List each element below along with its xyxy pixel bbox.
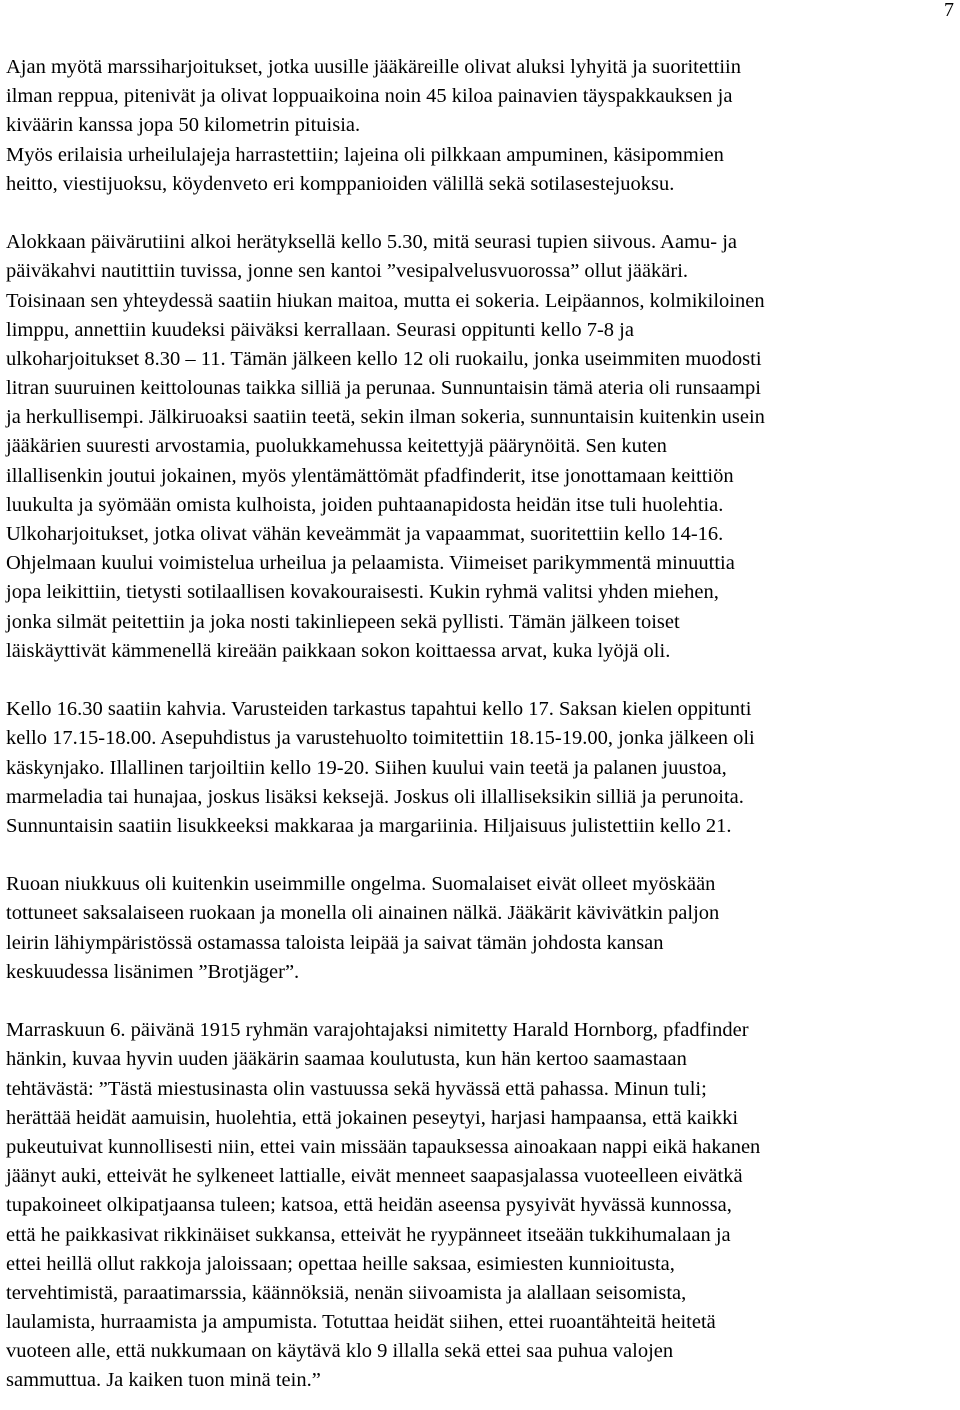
document-body [6, 53, 956, 1396]
text-line: Ajan myötä marssiharjoitukset, jotka uusille jääkäreille olivat aluksi lyhyitä ja suoritettiin [6, 56, 741, 78]
text-line: Kello 16.30 saatiin kahvia. Varusteiden tarkastus tapahtui kello 17. Saksan kielen oppitunti [6, 698, 752, 721]
text-line: pukeutuivat kunnollisesti niin, ettei vain missään tapauksessa ainoakaan nappi eikä hakanen [6, 1135, 761, 1158]
text-line: Ulkoharjoitukset, jotka olivat vähän keveämmät ja vapaammat, suoritettiin kello 14-16. [6, 523, 724, 545]
text-line: laulamista, hurraamista ja ampumista. Totuttaa heidät siihen, ettei ruoantähteitä heitetä [6, 1311, 716, 1334]
text-line: jonka silmät peitettiin ja joka nosti takinliepeen sekä pyllisti. Tämän jälkeen toiset [6, 610, 680, 633]
text-line: ulkoharjoitukset 8.30 – 11. Tämän jälkeen kello 12 oli ruokailu, jonka useimmiten muodosti [6, 347, 762, 370]
text-line: jopa leikittiin, tietysti sotilaallisen kovakouraisesti. Kukin ryhmä valitsi yhden miehen, [6, 581, 719, 604]
text-line: Myös erilaisia urheilulajeja harrastettiin; lajeina oli pilkkaan ampuminen, käsipommien [6, 143, 724, 166]
text-line: litran suuruinen keittolounas taikka silliä ja perunaa. Sunnuntaisin tämä ateria oli runsaampi [6, 377, 761, 400]
page-number: 7 [944, 0, 954, 21]
text-line: jääkärien suuresti arvostamia, puolukkamehussa keitettyjä päärynöitä. Sen kuten [6, 435, 667, 458]
text-line: Ruoan niukkuus oli kuitenkin useimmille ongelma. Suomalaiset eivät olleet myöskään [6, 873, 716, 896]
text-line: jäänyt auki, etteivät he sylkeneet lattialle, eivät menneet saapasjalassa vuoteelleen eivätkä [6, 1165, 743, 1188]
text-line: Marraskuun 6. päivänä 1915 ryhmän varajohtajaksi nimitetty Harald Hornborg, pfadfinder [6, 1019, 749, 1042]
text-line: vuoteen alle, että nukkumaan on käytävä klo 9 illalla sekä ettei saa puhua valojen [6, 1340, 674, 1363]
text-line: sammuttua. Ja kaiken tuon minä tein.” [6, 1369, 321, 1392]
text-line: keskuudessa lisänimen ”Brotjäger”. [6, 960, 300, 983]
text-line: tottuneet saksalaiseen ruokaan ja monella oli ainainen nälkä. Jääkärit kävivätkin paljon [6, 902, 720, 925]
text-line: käskynjako. Illallinen tarjoiltiin kello 19-20. Siihen kuului vain teetä ja palanen juustoa, [6, 756, 727, 779]
text-line: läiskäyttivät kämmenellä kireään paikkaan sokon koittaessa arvat, kuka lyöjä oli. [6, 639, 671, 662]
paragraph-gap [6, 666, 956, 695]
text-line: Ohjelmaan kuului voimistelua urheilua ja pelaamista. Viimeiset parikymmentä minuuttia [6, 552, 735, 575]
paragraph-evening-schedule [6, 695, 956, 841]
paragraph-gap [6, 841, 956, 870]
paragraph-hornborg-quote [6, 1016, 956, 1395]
text-line: kiväärin kanssa jopa 50 kilometrin pituisia. [6, 114, 361, 137]
text-line: ilman reppua, pitenivät ja olivat loppuaikoina noin 45 kiloa painavien täyspakkauksen ja [6, 85, 733, 108]
text-line: Alokkaan päivärutiini alkoi herätyksellä kello 5.30, mitä seurasi tupien siivous. Aamu- ja [6, 231, 738, 254]
text-line: kello 17.15-18.00. Asepuhdistus ja varustehuolto toimitettiin 18.15-19.00, jonka jälkeen oli [6, 727, 755, 750]
paragraph-gap [6, 987, 956, 1016]
text-line: päiväkahvi nautittiin tuvissa, jonne sen kantoi ”vesipalvelusvuorossa” ollut jääkäri. [6, 260, 689, 283]
text-line: että he paikkasivat rikkinäiset sukkansa, etteivät he ryypänneet itseään tukkihumalaan ja [6, 1223, 731, 1246]
text-line: luukulta ja syömään omista kulhoista, joiden puhtaanapidosta heidän itse tuli huolehtia. [6, 493, 724, 516]
text-line: illallisenkin joutui jokainen, myös ylentämättömät pfadfinderit, itse jonottamaan keittiön [6, 464, 734, 487]
text-line: tervehtimistä, paraatimarssia, käännöksiä, nenän siivoamista ja alallaan seisomista, [6, 1281, 687, 1304]
text-line: Sunnuntaisin saatiin lisukkeeksi makkaraa ja margariinia. Hiljaisuus julistettiin kello 21. [6, 814, 732, 837]
paragraph-daily-routine [6, 228, 956, 666]
paragraph-marching [6, 53, 956, 199]
text-line: leirin lähiympäristössä ostamassa taloista leipää ja saivat tämän johdosta kansan [6, 931, 664, 954]
text-line: heitto, viestijuoksu, köydenveto eri komppanioiden välillä sekä sotilasestejuoksu. [6, 172, 675, 195]
paragraph-gap [6, 199, 956, 228]
text-line: marmeladia tai hunajaa, joskus lisäksi keksejä. Joskus oli illalliseksikin silliä ja perunoita. [6, 785, 744, 808]
paragraph-food-shortage [6, 870, 956, 987]
text-line: ettei heillä ollut rakkoja jaloissaan; opettaa heille saksaa, esimiesten kunnioitusta, [6, 1252, 675, 1275]
text-line: ja herkullisempi. Jälkiruoaksi saatiin teetä, sekin ilman sokeria, sunnuntaisin kuitenkin usein [6, 406, 765, 429]
text-line: hänkin, kuvaa hyvin uuden jääkärin saamaa koulutusta, kun hän kertoo saamastaan [6, 1048, 687, 1071]
text-line: tehtävästä: ”Tästä miestusinasta olin vastuussa sekä hyvässä että pahassa. Minun tuli; [6, 1077, 707, 1100]
text-line: Toisinaan sen yhteydessä saatiin hiukan maitoa, mutta ei sokeria. Leipäannos, kolmikiloinen [6, 289, 765, 312]
text-line: limppu, annettiin kuudeksi päiväksi kerrallaan. Seurasi oppitunti kello 7-8 ja [6, 318, 634, 341]
text-line: tupakoineet olkipatjaansa tuleen; katsoa, että heidän aseensa pysyivät hyvässä kunnossa, [6, 1194, 732, 1217]
text-line: herättää heidät aamuisin, huolehtia, että jokainen peseytyi, harjasi hampaansa, että kaikki [6, 1106, 739, 1129]
